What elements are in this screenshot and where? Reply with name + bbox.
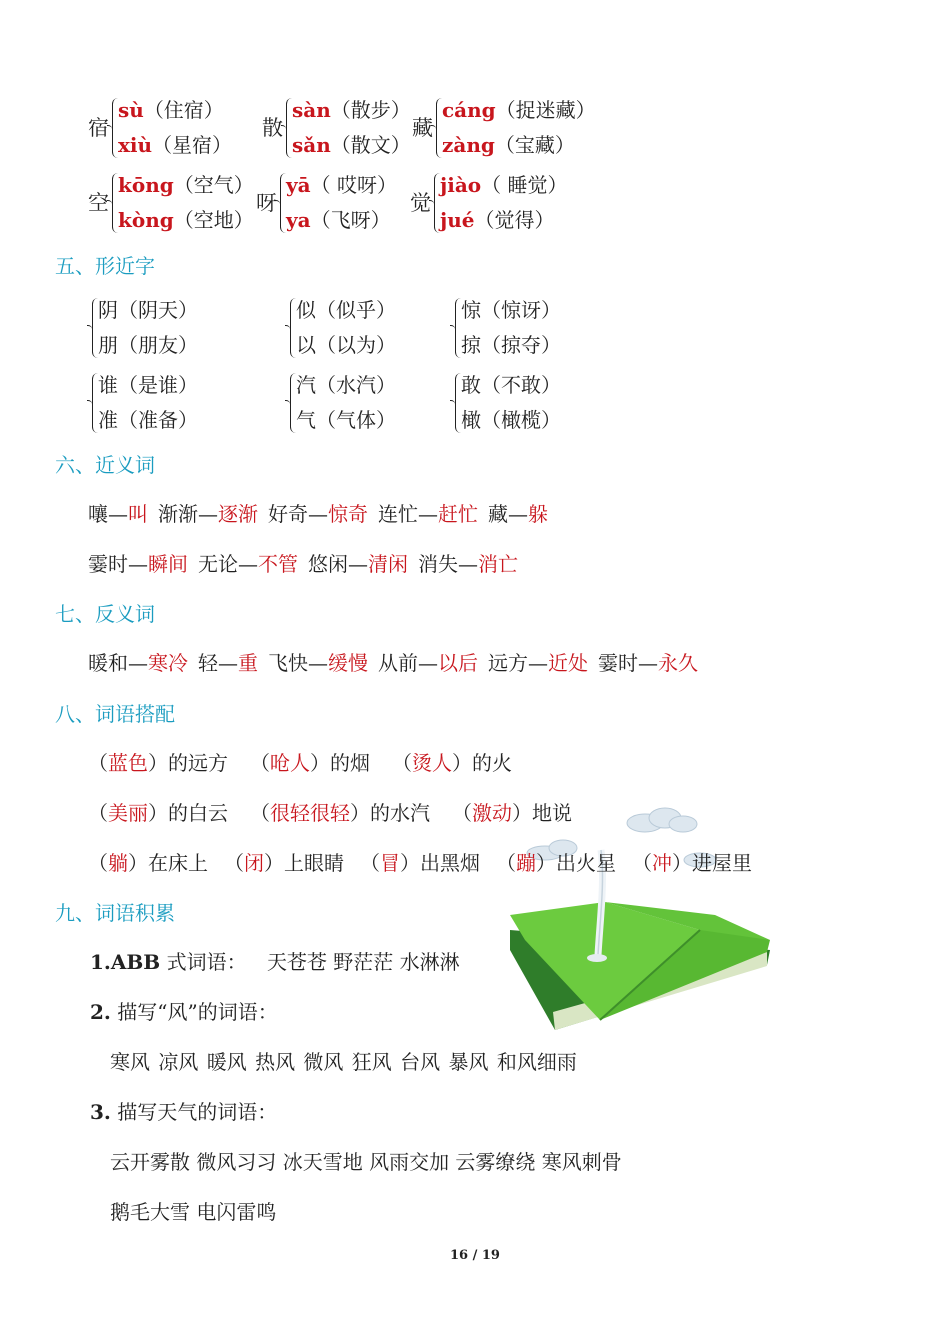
answer-word: 赶忙: [438, 502, 478, 526]
answer-word: 瞬间: [148, 552, 188, 576]
answer-word: 以后: [438, 651, 478, 675]
answer-word: 躺: [108, 851, 128, 875]
page-number: 16 / 19: [450, 1248, 500, 1263]
pinyin: ya: [286, 208, 311, 232]
answer-word: 蹦: [516, 851, 536, 875]
polyphone-char: 散: [262, 116, 283, 140]
collocation: [360, 851, 480, 875]
collocation: [88, 801, 228, 825]
word: 轻: [198, 651, 218, 675]
answer-word: 美丽: [108, 801, 148, 825]
polyphone-line: [440, 204, 555, 233]
answer-word: 冲: [652, 851, 672, 875]
collocation-rest: ）的远方: [148, 751, 228, 775]
collocation-rest: ）出火星: [536, 851, 616, 875]
answer-word: 激动: [472, 801, 512, 825]
pinyin: cáng: [442, 98, 496, 122]
word-pair: [598, 651, 698, 675]
synonyms-row-2: [88, 548, 528, 577]
polyphone-char: 宿: [88, 116, 109, 140]
section-title-antonyms: 七、反义词: [55, 602, 155, 626]
answer-word: 躲: [528, 502, 548, 526]
collocation: [88, 751, 228, 775]
word: 霎时: [598, 651, 638, 675]
answer-word: 近处: [548, 651, 588, 675]
example-word: （散步）: [330, 98, 411, 122]
accum-item-2-text: 描写“风”的词语：: [117, 1000, 278, 1024]
word: 霎时: [88, 552, 128, 576]
word-pair: [88, 552, 188, 576]
polyphone-line: [118, 94, 224, 123]
polyphone-line: [286, 169, 397, 198]
similar-char-line: 似（似乎）: [296, 298, 396, 322]
pinyin: yā: [286, 173, 311, 197]
word-pair: [378, 502, 478, 526]
answer-word: 惊奇: [328, 502, 368, 526]
answer-word: 清闲: [368, 552, 408, 576]
example-word: （空地）: [173, 208, 254, 232]
open-paren: （: [88, 851, 108, 875]
accum-item-2: [90, 996, 278, 1025]
word-pair: [198, 552, 298, 576]
word: 从前: [378, 651, 418, 675]
word-pair: [158, 502, 258, 526]
accum-item-1-suffix: 式词语：: [166, 950, 247, 974]
similar-char-line: 阴（阴天）: [98, 298, 198, 322]
answer-word: 冒: [380, 851, 400, 875]
open-paren: （: [88, 751, 108, 775]
similar-char-line: 惊（惊讶）: [461, 298, 561, 322]
dash: —: [308, 502, 328, 526]
example-word: （空气）: [173, 173, 254, 197]
collocation-rest: ）出黑烟: [400, 851, 480, 875]
dash: —: [638, 651, 658, 675]
collocation-rest: ）在床上: [128, 851, 208, 875]
dash: —: [458, 552, 478, 576]
answer-word: 蓝色: [108, 751, 148, 775]
open-paren: （: [360, 851, 380, 875]
polyphone-line: [118, 169, 254, 198]
collocation: [88, 851, 208, 875]
collocation-rest: ）的水汽: [350, 801, 430, 825]
word: 远方: [488, 651, 528, 675]
word: 嚷: [88, 502, 108, 526]
polyphone-line: [442, 129, 575, 158]
word-pair: [308, 552, 408, 576]
dash: —: [348, 552, 368, 576]
open-paren: （: [496, 851, 516, 875]
example-word: （散文）: [330, 133, 411, 157]
answer-word: 闭: [244, 851, 264, 875]
book-illustration: [505, 790, 785, 1040]
answer-word: 呛人: [270, 751, 310, 775]
collocation: [250, 751, 370, 775]
polyphone-char: 呀: [256, 191, 277, 215]
pinyin: jué: [440, 208, 475, 232]
collocation-rest: ）的烟: [310, 751, 370, 775]
pinyin: kòng: [118, 208, 174, 232]
polyphone-char: 空: [88, 191, 109, 215]
polyphone-line: [292, 129, 411, 158]
open-paren: （: [392, 751, 412, 775]
pinyin: zàng: [442, 133, 495, 157]
synonyms-row-1: [88, 498, 558, 527]
word-pair: [418, 552, 518, 576]
antonyms-row: [88, 647, 708, 676]
collocation: [392, 751, 512, 775]
polyphone-char: 藏: [412, 116, 433, 140]
answer-word: 永久: [658, 651, 698, 675]
word: 飞快: [268, 651, 308, 675]
similar-char-line: 汽（水汽）: [296, 373, 396, 397]
word-pair: [268, 502, 368, 526]
polyphone-line: [118, 204, 254, 233]
similar-char-line: 朋（朋友）: [98, 333, 198, 357]
dash: —: [108, 502, 128, 526]
dash: —: [238, 552, 258, 576]
example-word: （ 哎呀）: [310, 173, 397, 197]
collocation-rest: ）的火: [452, 751, 512, 775]
dash: —: [128, 651, 148, 675]
similar-char-line: 准（准备）: [98, 408, 198, 432]
collocation: [224, 851, 344, 875]
accum-item-2-words: 寒风 凉风 暖风 热风 微风 狂风 台风 暴风 和风细雨: [110, 1050, 577, 1074]
answer-word: 叫: [128, 502, 148, 526]
word: 渐渐: [158, 502, 198, 526]
dash: —: [308, 651, 328, 675]
word: 消失: [418, 552, 458, 576]
collocation-rest: ）进屋里: [672, 851, 752, 875]
answer-word: 逐渐: [218, 502, 258, 526]
collocation-rest: ）的白云: [148, 801, 228, 825]
open-paren: （: [632, 851, 652, 875]
dash: —: [418, 502, 438, 526]
dash: —: [508, 502, 528, 526]
similar-char-line: 敢（不敢）: [461, 373, 561, 397]
polyphone-char: 觉: [410, 191, 431, 215]
similar-char-line: 掠（掠夺）: [461, 333, 561, 357]
accum-item-3-words-1: 云开雾散 微风习习 冰天雪地 风雨交加 云雾缭绕 寒风刺骨: [110, 1150, 622, 1174]
word: 藏: [488, 502, 508, 526]
similar-char-line: 橄（橄榄）: [461, 408, 561, 432]
word-pair: [88, 502, 148, 526]
collocation-rest: ）地说: [512, 801, 572, 825]
collocation-rest: ）上眼睛: [264, 851, 344, 875]
word-pair: [488, 502, 548, 526]
similar-char-line: 谁（是谁）: [98, 373, 198, 397]
accum-item-3-label: 3.: [90, 1100, 111, 1124]
answer-word: 不管: [258, 552, 298, 576]
accum-item-3-text: 描写天气的词语：: [117, 1100, 278, 1124]
open-paren: （: [250, 801, 270, 825]
accum-item-1-words: 天苍苍 野茫茫 水淋淋: [266, 950, 460, 974]
accum-item-1-label: 1.ABB: [90, 950, 161, 974]
word-pair: [378, 651, 478, 675]
example-word: （ 睡觉）: [481, 173, 568, 197]
polyphone-line: [440, 169, 568, 198]
pinyin: jiào: [440, 173, 482, 197]
pinyin: sù: [118, 98, 144, 122]
answer-word: 重: [238, 651, 258, 675]
collocation: [632, 851, 752, 875]
dash: —: [418, 651, 438, 675]
accum-item-2-label: 2.: [90, 1000, 111, 1024]
example-word: （宝藏）: [494, 133, 575, 157]
polyphone-line: [118, 129, 232, 158]
word: 无论: [198, 552, 238, 576]
polyphone-line: [442, 94, 596, 123]
open-paren: （: [224, 851, 244, 875]
word: 连忙: [378, 502, 418, 526]
section-title-word-accumulation: 九、词语积累: [55, 901, 175, 925]
pinyin: xiù: [118, 133, 153, 157]
open-paren: （: [452, 801, 472, 825]
open-paren: （: [88, 801, 108, 825]
word-pair: [488, 651, 588, 675]
word-pair: [88, 651, 188, 675]
pinyin: kōng: [118, 173, 174, 197]
answer-word: 很轻很轻: [270, 801, 350, 825]
word-pair: [268, 651, 368, 675]
dash: —: [528, 651, 548, 675]
example-word: （觉得）: [474, 208, 555, 232]
similar-char-line: 以（以为）: [296, 333, 396, 357]
collocations-row-3: [88, 847, 768, 876]
word: 好奇: [268, 502, 308, 526]
example-word: （飞呀）: [310, 208, 391, 232]
pinyin: sǎn: [292, 133, 331, 157]
answer-word: 寒冷: [148, 651, 188, 675]
section-title-collocations: 八、词语搭配: [55, 702, 175, 726]
dash: —: [198, 502, 218, 526]
accum-item-3: [90, 1096, 277, 1125]
accum-item-1: [90, 946, 460, 975]
collocation: [496, 851, 616, 875]
example-word: （住宿）: [143, 98, 224, 122]
dash: —: [128, 552, 148, 576]
word: 暖和: [88, 651, 128, 675]
word: 悠闲: [308, 552, 348, 576]
example-word: （捉迷藏）: [495, 98, 596, 122]
collocation: [250, 801, 430, 825]
word-pair: [198, 651, 258, 675]
accum-item-3-words-2: 鹅毛大雪 电闪雷鸣: [110, 1200, 277, 1224]
collocations-row-1: [88, 747, 534, 776]
answer-word: 缓慢: [328, 651, 368, 675]
example-word: （星宿）: [152, 133, 233, 157]
similar-char-line: 气（气体）: [296, 408, 396, 432]
polyphone-line: [292, 94, 411, 123]
answer-word: 烫人: [412, 751, 452, 775]
answer-word: 消亡: [478, 552, 518, 576]
section-title-synonyms: 六、近义词: [55, 453, 155, 477]
open-paren: （: [250, 751, 270, 775]
dash: —: [218, 651, 238, 675]
polyphone-line: [286, 204, 391, 233]
section-title-similar-chars: 五、形近字: [55, 254, 155, 278]
pinyin: sàn: [292, 98, 331, 122]
